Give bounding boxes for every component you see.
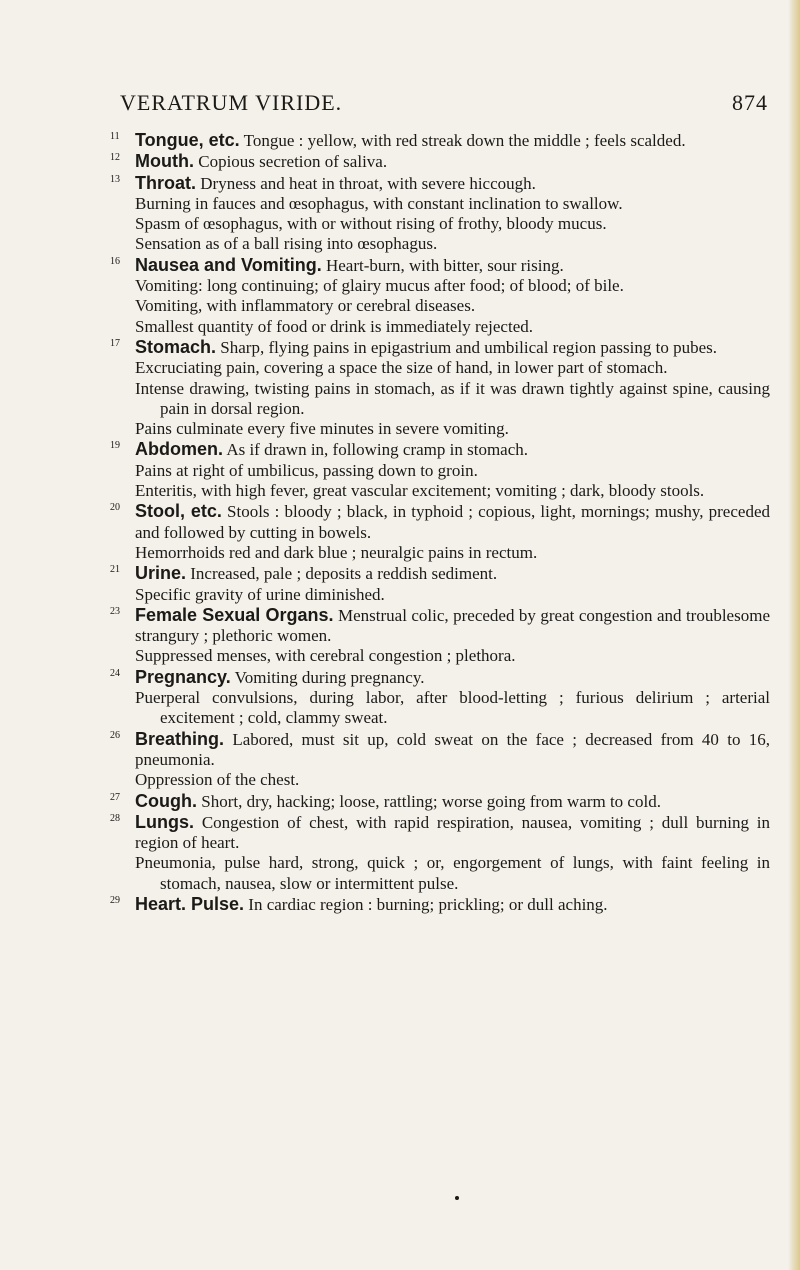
section-first-line [110,894,770,915]
section-heading: Pregnancy. [135,666,231,687]
section-heading: Breathing. [135,728,225,749]
section-first-line [110,563,770,584]
section-text: Puerperal convulsions, during labor, after blood-letting ; furious delirium ; arterial excitement ; cold, clammy sweat. [135,688,770,728]
section-first-line [110,255,770,276]
section-first-line [110,791,770,812]
section-heading: Tongue, etc. [135,130,240,150]
ink-dot [455,1196,459,1200]
symptom-section [110,337,770,439]
page-title: VERATRUM VIRIDE. [120,90,343,115]
section-text: Labored, must sit up, cold sweat on the face ; decreased from 40 to 16, pneumonia. [135,729,771,769]
section-text: Dryness and heat in throat, with severe hiccough. [200,173,536,193]
section-text: Increased, pale ; deposits a reddish sediment. [190,564,498,584]
section-number: 17 [110,337,120,349]
section-text: Sensation as of a ball rising into œsophagus. [135,234,438,254]
section-text: Pains culminate every five minutes in severe vomiting. [135,419,509,439]
section-text: Vomiting, with inflammatory or cerebral diseases. [135,296,476,316]
section-text: Copious secretion of saliva. [198,152,388,172]
section-text: Suppressed menses, with cerebral congestion ; plethora. [135,646,516,666]
symptom-section [110,439,770,501]
section-text: Burning in fauces and œsophagus, with constant inclination to swallow. [135,193,623,213]
symptom-section [110,605,770,667]
section-text: Tongue : yellow, with red streak down the middle ; feels scalded. [243,131,686,150]
section-first-line [110,667,770,688]
section-heading: Stomach. [135,336,217,357]
section-number: 26 [110,729,120,741]
section-number: 24 [110,667,120,679]
section-heading: Abdomen. [135,439,223,460]
section-text: Vomiting: long continuing; of glairy mucus after food; of blood; of bile. [135,276,624,296]
section-first-line [110,337,770,358]
section-number: 13 [110,173,120,185]
section-text: Smallest quantity of food or drink is immediately rejected. [135,316,533,336]
section-text: Hemorrhoids red and dark blue ; neuralgic pains in rectum. [135,542,538,562]
section-first-line [110,151,770,172]
symptom-section [110,563,770,605]
symptom-section [110,729,770,791]
symptom-section [110,812,770,894]
section-number: 12 [110,152,120,164]
symptom-section [110,791,770,812]
section-text: Pains at right of umbilicus, passing down to groin. [135,460,478,480]
section-text: Stools : bloody ; black, in typhoid ; copious, light, mornings; mushy, preceded and followed by cutting in bowels. [135,502,770,542]
section-text: Oppression of the chest. [135,770,300,790]
section-text: In cardiac region : burning; prickling; or dull aching. [248,894,608,914]
section-text: Sharp, flying pains in epigastrium and umbilical region passing to pubes. [220,337,717,357]
section-text: As if drawn in, following cramp in stomach. [226,440,529,460]
symptom-section [110,894,770,915]
symptom-section [110,667,770,729]
section-heading: Urine. [135,563,187,584]
section-number: 16 [110,255,120,267]
symptom-section [110,255,770,337]
page-body [110,130,770,915]
symptom-section [110,501,770,563]
section-heading: Female Sexual Organs. [135,604,334,625]
section-heading: Lungs. [135,811,194,832]
section-first-line [110,729,770,771]
section-text: Menstrual colic, preceded by great congestion and troublesome strangury ; plethoric women. [135,605,770,646]
section-text: Specific gravity of urine diminished. [135,584,385,604]
section-number: 27 [110,791,120,803]
section-number: 11 [110,131,120,142]
section-first-line [110,173,770,194]
section-text: Vomiting during pregnancy. [234,667,425,687]
section-heading: Nausea and Vomiting. [135,254,322,275]
section-text: Congestion of chest, with rapid respiration, nausea, vomiting ; dull burning in region of heart. [135,812,770,853]
section-text: Pneumonia, pulse hard, strong, quick ; or, engorgement of lungs, with faint feeling in stomach, nausea, slow or intermittent pulse. [135,853,770,893]
section-number: 28 [110,812,120,824]
section-first-line [110,130,770,151]
page-number: 874 [732,90,768,115]
section-heading: Mouth. [135,151,194,172]
section-number: 19 [110,440,120,452]
section-number: 23 [110,605,120,617]
section-first-line [110,439,770,460]
section-first-line [110,812,770,854]
section-number: 29 [110,894,120,906]
section-text: Short, dry, hacking; loose, rattling; worse going from warm to cold. [201,791,661,811]
section-text: Heart-burn, with bitter, sour rising. [325,255,564,275]
running-head [120,90,768,120]
page-edge [788,0,800,1270]
section-heading: Heart. Pulse. [135,893,245,914]
section-first-line [110,501,770,543]
section-number: 21 [110,564,120,576]
section-heading: Throat. [135,172,196,193]
section-heading: Stool, etc. [135,501,222,522]
symptom-section [110,173,770,255]
section-heading: Cough. [135,790,197,811]
symptom-section [110,130,770,151]
section-text: Enteritis, with high fever, great vascular excitement; vomiting ; dark, bloody stools. [135,481,705,501]
symptom-section [110,151,770,172]
section-text: Intense drawing, twisting pains in stomach, as if it was drawn tightly against spine, causing pain in dorsal region. [135,378,770,418]
section-text: Spasm of œsophagus, with or without rising of frothy, bloody mucus. [135,214,607,234]
section-number: 20 [110,502,120,514]
section-first-line [110,605,770,647]
section-text: Excruciating pain, covering a space the size of hand, in lower part of stomach. [135,358,668,378]
